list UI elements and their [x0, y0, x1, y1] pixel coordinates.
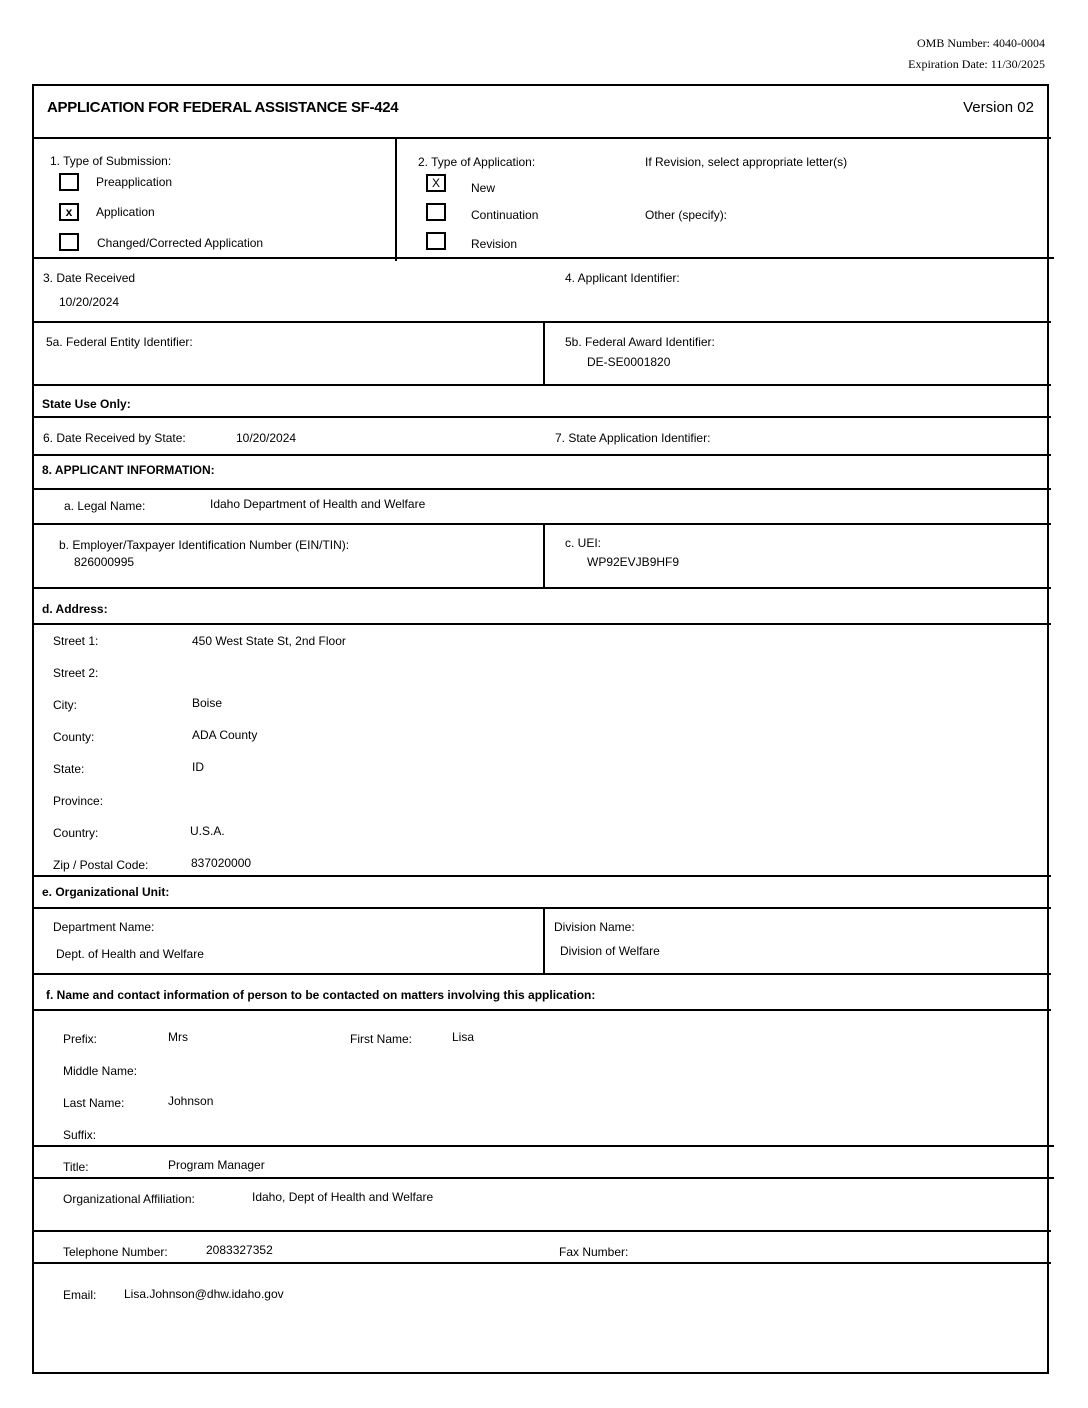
county-label: County:	[53, 730, 95, 744]
changed-corrected-checkbox[interactable]	[59, 233, 79, 251]
address-heading: d. Address:	[42, 602, 108, 616]
suffix-label: Suffix:	[63, 1128, 97, 1142]
zip-value[interactable]: 837020000	[191, 856, 252, 870]
divider	[32, 907, 1051, 909]
telephone-value[interactable]: 2083327352	[206, 1243, 273, 1257]
revision-label: Revision	[471, 237, 518, 251]
column-divider	[543, 321, 545, 385]
first-name-value[interactable]: Lisa	[452, 1030, 475, 1044]
column-divider	[543, 523, 545, 588]
division-name-value[interactable]: Division of Welfare	[560, 944, 660, 958]
date-received-value[interactable]: 10/20/2024	[59, 295, 120, 309]
department-name-value[interactable]: Dept. of Health and Welfare	[56, 947, 204, 961]
form-title: APPLICATION FOR FEDERAL ASSISTANCE SF-424	[47, 99, 399, 116]
omb-number: OMB Number: 4040-0004	[917, 36, 1045, 50]
submission-type-label: 1. Type of Submission:	[50, 154, 172, 168]
fax-label: Fax Number:	[559, 1245, 629, 1259]
state-use-heading: State Use Only:	[42, 397, 131, 411]
ein-label: b. Employer/Taxpayer Identification Number (EIN/TIN):	[59, 538, 350, 552]
divider	[32, 384, 1051, 386]
title-label: Title:	[63, 1160, 89, 1174]
column-divider	[543, 907, 545, 974]
affiliation-value[interactable]: Idaho, Dept of Health and Welfare	[252, 1190, 434, 1204]
street1-value[interactable]: 450 West State St, 2nd Floor	[192, 634, 346, 648]
street2-label: Street 2:	[53, 666, 99, 680]
form-version: Version 02	[963, 99, 1034, 116]
revision-checkbox[interactable]	[426, 232, 446, 250]
street1-label: Street 1:	[53, 634, 99, 648]
divider	[32, 321, 1051, 323]
legal-name-label: a. Legal Name:	[64, 499, 146, 513]
telephone-label: Telephone Number:	[63, 1245, 168, 1259]
last-name-value[interactable]: Johnson	[168, 1094, 214, 1108]
state-application-identifier-label: 7. State Application Identifier:	[555, 431, 711, 445]
changed-corrected-label: Changed/Corrected Application	[97, 236, 264, 250]
title-value[interactable]: Program Manager	[168, 1158, 265, 1172]
first-name-label: First Name:	[350, 1032, 413, 1046]
city-value[interactable]: Boise	[192, 696, 223, 710]
divider	[32, 257, 1054, 259]
affiliation-label: Organizational Affiliation:	[63, 1192, 195, 1206]
middle-name-label: Middle Name:	[63, 1064, 138, 1078]
state-value[interactable]: ID	[192, 760, 204, 774]
uei-value[interactable]: WP92EVJB9HF9	[587, 555, 680, 569]
preapplication-label: Preapplication	[96, 175, 173, 189]
form-frame	[32, 84, 1049, 1374]
department-name-label: Department Name:	[53, 920, 155, 934]
last-name-label: Last Name:	[63, 1096, 125, 1110]
country-label: Country:	[53, 826, 99, 840]
date-received-by-state-label: 6. Date Received by State:	[43, 431, 186, 445]
application-type-label: 2. Type of Application:	[418, 155, 536, 169]
divider	[32, 454, 1051, 456]
city-label: City:	[53, 698, 77, 712]
zip-label: Zip / Postal Code:	[53, 858, 149, 872]
divider	[32, 1145, 1054, 1147]
other-specify-label: Other (specify):	[645, 208, 728, 222]
divider	[32, 875, 1051, 877]
federal-award-identifier-label: 5b. Federal Award Identifier:	[565, 335, 715, 349]
divider	[32, 1177, 1054, 1179]
new-checkbox[interactable]: X	[426, 174, 446, 192]
email-value[interactable]: Lisa.Johnson@dhw.idaho.gov	[124, 1287, 284, 1301]
applicant-identifier-label: 4. Applicant Identifier:	[565, 271, 680, 285]
prefix-label: Prefix:	[63, 1032, 98, 1046]
application-label: Application	[96, 205, 155, 219]
state-label: State:	[53, 762, 85, 776]
federal-award-identifier-value[interactable]: DE-SE0001820	[587, 355, 671, 369]
divider	[32, 623, 1051, 625]
divider	[32, 1262, 1051, 1264]
country-value[interactable]: U.S.A.	[190, 824, 225, 838]
expiration-date: Expiration Date: 11/30/2025	[908, 57, 1045, 71]
date-received-label: 3. Date Received	[43, 271, 136, 285]
revision-letters-label: If Revision, select appropriate letter(s)	[645, 155, 848, 169]
date-received-by-state-value[interactable]: 10/20/2024	[236, 431, 297, 445]
divider	[32, 587, 1051, 589]
org-unit-heading: e. Organizational Unit:	[42, 885, 170, 899]
divider	[32, 973, 1051, 975]
prefix-value[interactable]: Mrs	[168, 1030, 188, 1044]
division-name-label: Division Name:	[554, 920, 635, 934]
application-checkbox[interactable]: x	[59, 203, 79, 221]
email-label: Email:	[63, 1288, 97, 1302]
province-label: Province:	[53, 794, 104, 808]
uei-label: c. UEI:	[565, 536, 602, 550]
column-divider	[395, 139, 397, 261]
legal-name-value[interactable]: Idaho Department of Health and Welfare	[210, 497, 426, 511]
county-value[interactable]: ADA County	[192, 728, 258, 742]
continuation-label: Continuation	[471, 208, 539, 222]
divider	[32, 416, 1051, 418]
new-label: New	[471, 181, 496, 195]
federal-entity-identifier-label: 5a. Federal Entity Identifier:	[46, 335, 193, 349]
ein-value[interactable]: 826000995	[74, 555, 135, 569]
divider	[32, 1230, 1051, 1232]
continuation-checkbox[interactable]	[426, 203, 446, 221]
contact-heading: f. Name and contact information of person to be contacted on matters involving this application:	[46, 988, 596, 1002]
preapplication-checkbox[interactable]	[59, 173, 79, 191]
divider	[32, 137, 1051, 139]
divider	[32, 488, 1051, 490]
divider	[32, 523, 1051, 525]
divider	[32, 1009, 1051, 1011]
applicant-info-heading: 8. APPLICANT INFORMATION:	[42, 463, 215, 477]
